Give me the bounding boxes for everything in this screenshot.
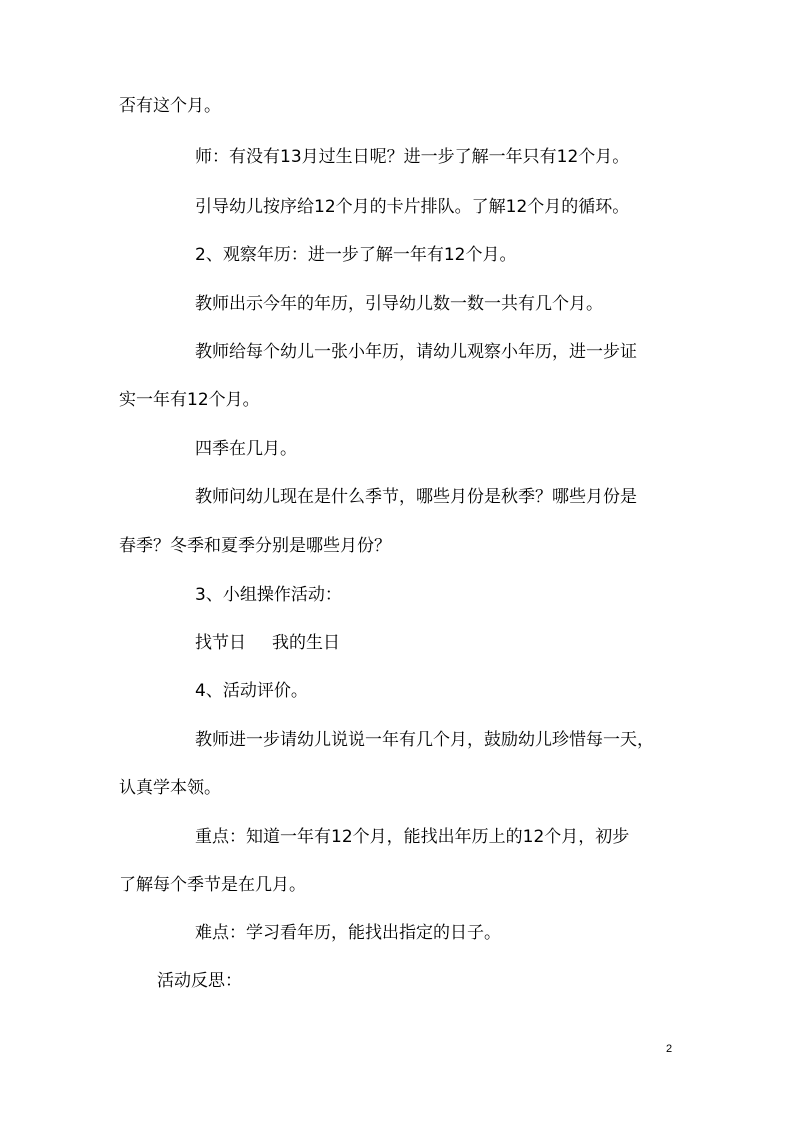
paragraph-line: 四季在几月。: [195, 439, 297, 459]
paragraph-line: 师：有没有13月过生日呢？进一步了解一年只有12个月。: [195, 147, 630, 167]
paragraph-line: 重点：知道一年有12个月，能找出年历上的12个月，初步: [195, 827, 630, 847]
paragraph-line: 实一年有12个月。: [119, 390, 260, 410]
activity-item: 找节日: [195, 633, 246, 653]
section-heading: 3、小组操作活动：: [195, 585, 342, 605]
paragraph-line: 了解每个季节是在几月。: [119, 875, 306, 895]
activity-item: 我的生日: [272, 633, 340, 653]
paragraph-line: 教师问幼儿现在是什么季节，哪些月份是秋季？哪些月份是: [195, 487, 637, 507]
section-heading: 4、活动评价。: [195, 681, 308, 701]
paragraph-line: 教师进一步请幼儿说说一年有几个月，鼓励幼儿珍惜每一天，: [195, 730, 654, 750]
section-heading: 2、观察年历：进一步了解一年有12个月。: [195, 245, 517, 265]
paragraph-line: 难点：学习看年历，能找出指定的日子。: [195, 923, 501, 943]
paragraph-line: 认真学本领。: [119, 778, 221, 798]
page-number: 2: [666, 1043, 673, 1055]
paragraph-line: 否有这个月。: [119, 96, 221, 116]
section-heading: 活动反思：: [157, 971, 242, 991]
paragraph-line: 春季？冬季和夏季分别是哪些月份？: [119, 536, 391, 556]
paragraph-line: 教师给每个幼儿一张小年历，请幼儿观察小年历，进一步证: [195, 342, 637, 362]
paragraph-line: 教师出示今年的年历，引导幼儿数一数一共有几个月。: [195, 294, 603, 314]
activity-items: [195, 631, 340, 655]
paragraph-line: 引导幼儿按序给12个月的卡片排队。了解12个月的循环。: [195, 197, 630, 217]
